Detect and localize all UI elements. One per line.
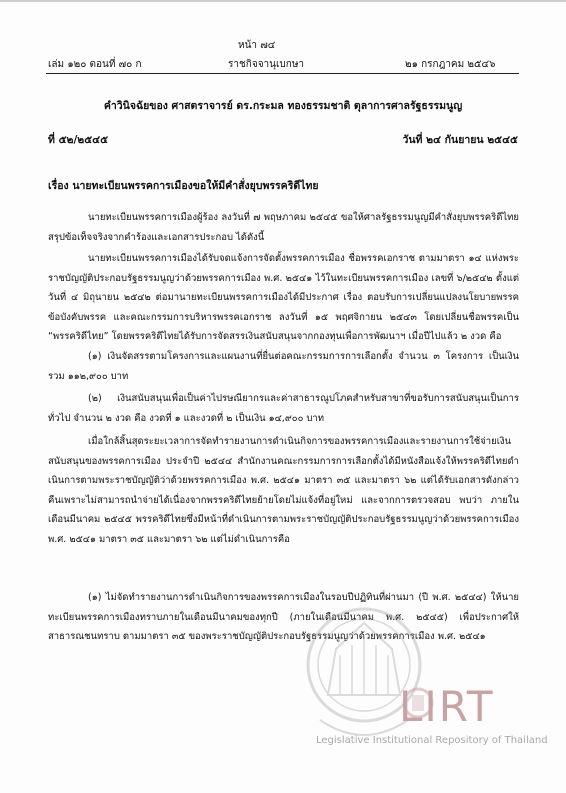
paragraph — [48, 347, 519, 386]
subject-line: เรื่อง นายทะเบียนพรรคการเมืองขอให้มีคำสั่งยุบพรรคริดีไทย — [48, 180, 319, 192]
case-number: ที่ ๕๒/๒๕๔๕ — [48, 134, 109, 146]
scan-edge — [0, 0, 566, 2]
paragraph-text: เมื่อใกล้สิ้นสุดระยะเวลาการจัดทำรายงานการดำเนินกิจการของพรรคการเมืองและรายงานการใช้จ่ายเงินสนับสนุนของพรรคการเมือง ประจำปี ๒๕๔๔ สำนักงานคณะกรรมการการเลือกตั้งได้มีหนังสือแจ้งให้พรรคริดีไทยดำเนินการตามพระราชบัญญัติว่าด้วยพรรคการเมือง พ.ศ. ๒๕๔๑ มาตรา ๓๕ และมาตรา ๖๒ แต่ได้รับเอกสารดังกล่าวคืนเพราะไม่สามารถนำจ่ายได้เนื่องจากพรรคริดีไทยย้ายโดยไม่แจ้งที่อยู่ใหม่ และจากการตรวจสอบ พบว่า ภายในเดือนมีนาคม ๒๕๔๕ พรรคริดีไทยซึ่งมีหน้าที่ดำเนินการตามพระราชบัญญัติประกอบรัฐธรรมนูญว่าด้วยพรรคการเมือง พ.ศ. ๒๕๔๑ มาตรา ๓๕ และมาตรา ๖๒ แต่ไม่ดำเนินการคือ — [48, 436, 519, 545]
paragraph-text: นายทะเบียนพรรคการเมืองผู้ร้อง ลงวันที่ ๗ พฤษภาคม ๒๕๔๕ ขอให้ศาลรัฐธรรมนูญมีคำสั่งยุบพรรคริดีไทย สรุปข้อเท็จจริงจากคำร้องและเอกสารประกอบ ได้ดังนี้ — [48, 212, 519, 243]
paragraph — [48, 249, 519, 347]
parliament-seal-watermark — [300, 545, 566, 793]
document-title: คำวินิจฉัยของ ศาสตราจารย์ ดร.กระมล ทองธรรมชาติ ตุลาการศาลรัฐธรรมนูญ — [103, 100, 463, 112]
paragraph-text: (๑) ไม่จัดทำรายงานการดำเนินกิจการของพรรคการเมืองในรอบปีปฏิทินที่ผ่านมา (ปี พ.ศ. ๒๕๔๔) ให้นายทะเบียนพรรคการเมืองทราบภายในเดือนมีนาคมของทุกปี (ภายในเดือนมีนาคม พ.ศ. ๒๕๔๕) เพื่อประกาศให้สาธารณชนทราบ ตามมาตรา ๓๕ ของพระราชบัญญัติประกอบรัฐธรรมนูญว่าด้วยพรรคการเมือง พ.ศ. ๒๕๔๑ — [48, 592, 519, 642]
paragraph-text: (๑) เงินจัดสรรตามโครงการและแผนงานที่ยื่นต่อคณะกรรมการการเลือกตั้ง จำนวน ๓ โครงการ เป็นเงินรวม ๑๑๒,๙๐๐ บาท — [48, 351, 519, 382]
paragraph — [48, 208, 519, 247]
paragraph-text: (๒) เงินสนับสนุนเพื่อเป็นค่าไปรษณียากรและค่าสาธารณูปโภคสำหรับสาขาที่ขอรับการสนับสนุนเป็นการทั่วไป จำนวน ๒ งวด คือ งวดที่ ๑ และงวดที่ ๒ เป็นเงิน ๑๔,๙๐๐ บาท — [48, 393, 519, 424]
paragraph — [48, 432, 519, 549]
publication-date: ๒๑ กรกฎาคม ๒๕๔๖ — [405, 59, 496, 70]
case-date: วันที่ ๒๔ กันยายน ๒๕๔๕ — [402, 134, 518, 146]
paragraph-text: นายทะเบียนพรรคการเมืองได้รับจดแจ้งการจัดตั้งพรรคการเมือง ชื่อพรรคเอกราช ตามมาตรา ๑๔ แห่งพระราชบัญญัติประกอบรัฐธรรมนูญว่าด้วยพรรคการเมือง พ.ศ. ๒๕๔๑ ไว้ในทะเบียนพรรคการเมือง เลขที่ ๖/๒๕๔๒ ตั้งแต่วันที่ ๔ มิถุนายน ๒๕๔๒ ต่อมานายทะเบียนพรรคการเมืองได้มีประกาศ เรื่อง ตอบรับการเปลี่ยนแปลงนโยบายพรรค ข้อบังคับพรรค และคณะกรรมการบริหารพรรคเอกราช ลงวันที่ ๑๕ พฤศจิกายน ๒๕๔๓ โดยเปลี่ยนชื่อพรรคเป็น “พรรคริดีไทย” โดยพรรคริดีไทยได้รับการจัดสรรเงินสนับสนุนจากกองทุนเพื่อการพัฒนาฯ เมื่อปีไปแล้ว ๒ งวด คือ — [48, 253, 519, 342]
publication-name: ราชกิจจานุเบกษา — [228, 59, 305, 70]
paragraph — [48, 389, 519, 428]
volume-issue: เล่ม ๑๒๐ ตอนที่ ๗๐ ก — [48, 59, 142, 70]
header-divider — [46, 73, 519, 74]
lirt-logo-text: LIRT — [399, 682, 495, 731]
page-number: หน้า ๗๔ — [238, 40, 276, 51]
lirt-subtitle: Legislative Institutional Repository of Thailand — [316, 735, 548, 746]
